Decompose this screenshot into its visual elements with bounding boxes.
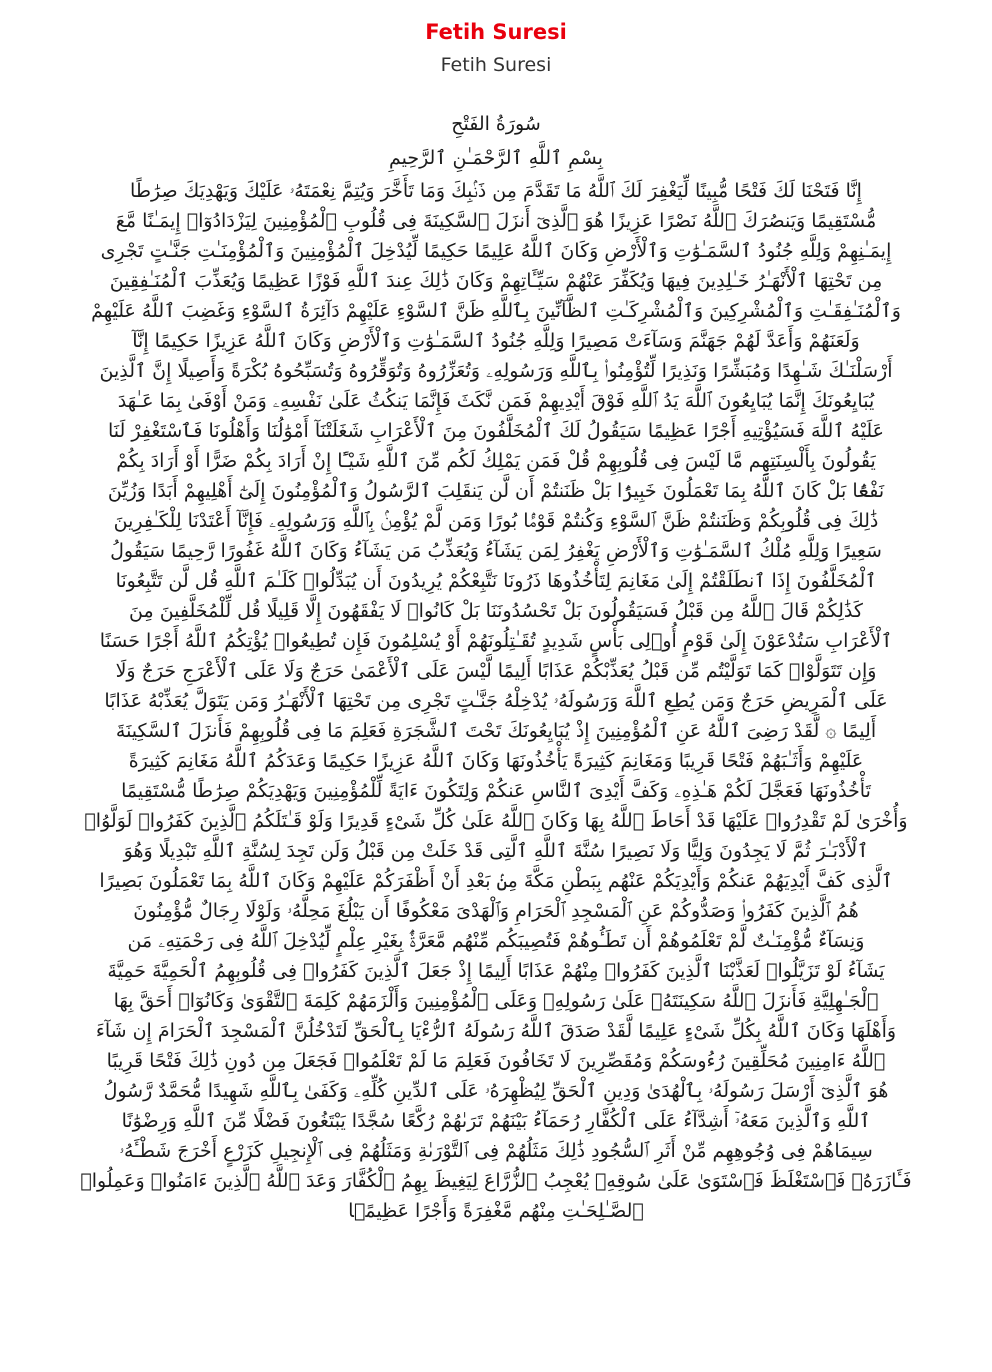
ayah-line: وَإِن تَتَوَلَّوْا۟ كَمَا تَوَلَّيْتُم مِّن قَبْلُ يُعَذِّبْكُمْ عَذَابًا أَلِيمًا لَّيْسَ عَلَى ٱلْأَعْمَىٰ حَرَجٌ وَلَا عَلَى ٱلْأَعْرَجِ حَرَجٌ وَلَا xyxy=(115,660,877,682)
ayah-line: إِنَّا فَتَحْنَا لَكَ فَتْحًا مُّبِينًا لِّيَغْفِرَ لَكَ ٱللَّهُ مَا تَقَدَّمَ مِن ذَنۢبِكَ وَمَا تَأَخَّرَ وَيُتِمَّ نِعْمَتَهُۥ عَلَيْكَ وَيَهْدِيَكَ صِرَٰطًا xyxy=(130,180,862,202)
ayah-line: نَفْعًۢا بَلْ كَانَ ٱللَّهُ بِمَا تَعْمَلُونَ خَبِيرًۢا بَلْ ظَنَنتُمْ أَن لَّن يَنقَلِبَ ٱلرَّسُولُ وَٱلْمُؤْمِنُونَ إِلَىٰٓ أَهْلِيهِمْ أَبَدًا وَزُيِّنَ xyxy=(107,480,885,502)
ayah-line: كَذَٰلِكُمْ قَالَ ٱللَّهُ مِن قَبْلُ فَسَيَقُولُونَ بَلْ تَحْسُدُونَنَا بَلْ كَانُوا۟ لَا يَفْقَهُونَ إِلَّا قَلِيلًا قُل لِّلْمُخَلَّفِينَ مِنَ xyxy=(129,600,863,622)
surah-text-block xyxy=(0,108,992,1226)
ayah-line: مُّسْتَقِيمًا وَيَنصُرَكَ ٱللَّهُ نَصْرًا عَزِيزًا هُوَ ٱلَّذِىٓ أَنزَلَ ٱلسَّكِينَةَ فِى قُلُوبِ ٱلْمُؤْمِنِينَ لِيَزْدَادُوٓا۟ إِيمَـٰنًا مَّعَ xyxy=(115,210,877,232)
ayah-line: ذَٰلِكَ فِى قُلُوبِكُمْ وَظَنَنتُمْ ظَنَّ ٱلسَّوْءِ وَكُنتُمْ قَوْمًۢا بُورًا وَمَن لَّمْ يُؤْمِنۢ بِٱللَّهِ وَرَسُولِهِۦ فَإِنَّآ أَعْتَدْنَا لِلْكَـٰفِرِينَ xyxy=(113,510,879,532)
ayah-line: إِيمَـٰنِهِمْ وَلِلَّهِ جُنُودُ ٱلسَّمَـٰوَٰتِ وَٱلْأَرْضِ وَكَانَ ٱللَّهُ عَلِيمًا حَكِيمًا لِّيُدْخِلَ ٱلْمُؤْمِنِينَ وَٱلْمُؤْمِنَـٰتِ جَنَّـٰتٍ تَجْرِى xyxy=(100,240,892,262)
page-title: Fetih Suresi xyxy=(425,20,567,44)
ayah-line: أَلِيمًا ۞ لَّقَدْ رَضِىَ ٱللَّهُ عَنِ ٱلْمُؤْمِنِينَ إِذْ يُبَايِعُونَكَ تَحْتَ ٱلشَّجَرَةِ فَعَلِمَ مَا فِى قُلُوبِهِمْ فَأَنزَلَ ٱلسَّكِينَةَ xyxy=(115,720,877,742)
ayah-line: ٱلصَّـٰلِحَـٰتِ مِنْهُم مَّغْفِرَةً وَأَجْرًا عَظِيمًۢا xyxy=(348,1200,644,1222)
ayah-line: وَٱلْمُنَـٰفِقَـٰتِ وَٱلْمُشْرِكِينَ وَٱلْمُشْرِكَـٰتِ ٱلظَّآنِّينَ بِٱللَّهِ ظَنَّ ٱلسَّوْءِ عَلَيْهِمْ دَآئِرَةُ ٱلسَّوْءِ وَغَضِبَ ٱللَّهُ عَلَيْهِمْ xyxy=(91,300,901,322)
ayah-line: يَقُولُونَ بِأَلْسِنَتِهِم مَّا لَيْسَ فِى قُلُوبِهِمْ قُلْ فَمَن يَمْلِكُ لَكُم مِّنَ ٱللَّهِ شَيْـًٔا إِنْ أَرَادَ بِكُمْ ضَرًّا أَوْ أَرَادَ بِكُمْ xyxy=(116,450,876,472)
ayah-line: سَعِيرًا وَلِلَّهِ مُلْكُ ٱلسَّمَـٰوَٰتِ وَٱلْأَرْضِ يَغْفِرُ لِمَن يَشَآءُ وَيُعَذِّبُ مَن يَشَآءُ وَكَانَ ٱللَّهُ غَفُورًا رَّحِيمًا سَيَقُولُ xyxy=(110,540,882,562)
ayah-line: هُمُ ٱلَّذِينَ كَفَرُوا۟ وَصَدُّوكُمْ عَنِ ٱلْمَسْجِدِ ٱلْحَرَامِ وَٱلْهَدْىَ مَعْكُوفًا أَن يَبْلُغَ مَحِلَّهُۥ وَلَوْلَا رِجَالٌ مُّؤْمِنُونَ xyxy=(133,900,859,922)
ayah-line: هُوَ ٱلَّذِىٓ أَرْسَلَ رَسُولَهُۥ بِٱلْهُدَىٰ وَدِينِ ٱلْحَقِّ لِيُظْهِرَهُۥ عَلَى ٱلدِّينِ كُلِّهِۦ وَكَفَىٰ بِٱللَّهِ شَهِيدًا مُّحَمَّدٌ رَّسُولُ xyxy=(103,1080,889,1102)
ayah-line: يُبَايِعُونَكَ إِنَّمَا يُبَايِعُونَ ٱللَّهَ يَدُ ٱللَّهِ فَوْقَ أَيْدِيهِمْ فَمَن نَّكَثَ فَإِنَّمَا يَنكُثُ عَلَىٰ نَفْسِهِۦ وَمَنْ أَوْفَىٰ بِمَا عَـٰهَدَ xyxy=(117,390,875,412)
ayah-line: وَأُخْرَىٰ لَمْ تَقْدِرُوا۟ عَلَيْهَا قَدْ أَحَاطَ ٱللَّهُ بِهَا وَكَانَ ٱللَّهُ عَلَىٰ كُلِّ شَىْءٍ قَدِيرًا وَلَوْ قَـٰتَلَكُمُ ٱلَّذِينَ كَفَرُوا۟ لَوَلَّوُا۟ xyxy=(84,810,908,832)
ayah-line: ٱلَّذِى كَفَّ أَيْدِيَهُمْ عَنكُمْ وَأَيْدِيَكُمْ عَنْهُم بِبَطْنِ مَكَّةَ مِنۢ بَعْدِ أَنْ أَظْفَرَكُمْ عَلَيْهِمْ وَكَانَ ٱللَّهُ بِمَا تَعْمَلُونَ بَصِيرًا xyxy=(99,870,893,892)
ayah-line: ٱلْأَدْبَـٰرَ ثُمَّ لَا يَجِدُونَ وَلِيًّا وَلَا نَصِيرًا سُنَّةَ ٱللَّهِ ٱلَّتِى قَدْ خَلَتْ مِن قَبْلُ وَلَن تَجِدَ لِسُنَّةِ ٱللَّهِ تَبْدِيلًا وَهُوَ xyxy=(123,840,869,862)
ayah-line: وَلَعَنَهُمْ وَأَعَدَّ لَهُمْ جَهَنَّمَ وَسَآءَتْ مَصِيرًا وَلِلَّهِ جُنُودُ ٱلسَّمَـٰوَٰتِ وَٱلْأَرْضِ وَكَانَ ٱللَّهُ عَزِيزًا حَكِيمًا إِنَّآ xyxy=(132,330,860,352)
basmala: بِسْمِ ٱللَّهِ ٱلرَّحْمَـٰنِ ٱلرَّحِيمِ xyxy=(388,147,604,169)
ayah-line: ٱلْجَـٰهِلِيَّةِ فَأَنزَلَ ٱللَّهُ سَكِينَتَهُۥ عَلَىٰ رَسُولِهِۦ وَعَلَى ٱلْمُؤْمِنِينَ وَأَلْزَمَهُمْ كَلِمَةَ ٱلتَّقْوَىٰ وَكَانُوٓا۟ أَحَقَّ بِهَا xyxy=(113,990,879,1012)
ayah-line: عَلَيْهِمْ وَأَثَـٰبَهُمْ فَتْحًا قَرِيبًا وَمَغَانِمَ كَثِيرَةً يَأْخُذُونَهَا وَكَانَ ٱللَّهُ عَزِيزًا حَكِيمًا وَعَدَكُمُ ٱللَّهُ مَغَانِمَ كَثِيرَةً xyxy=(128,750,864,772)
surah-name: سُورَةُ الفَتْحِ xyxy=(451,113,541,135)
ayah-line: تَأْخُذُونَهَا فَعَجَّلَ لَكُمْ هَـٰذِهِۦ وَكَفَّ أَيْدِىَ ٱلنَّاسِ عَنكُمْ وَلِتَكُونَ ءَايَةً لِّلْمُؤْمِنِينَ وَيَهْدِيَكُمْ صِرَٰطًا مُّسْتَقِيمًا xyxy=(121,780,871,802)
page-subtitle: Fetih Suresi xyxy=(440,54,552,76)
ayah-line: فَـَٔازَرَهُۥ فَٱسْتَغْلَظَ فَٱسْتَوَىٰ عَلَىٰ سُوقِهِۦ يُعْجِبُ ٱلزُّرَّاعَ لِيَغِيظَ بِهِمُ ٱلْكُفَّارَ وَعَدَ ٱللَّهُ ٱلَّذِينَ ءَامَنُوا۟ وَعَمِلُوا۟ xyxy=(80,1170,912,1192)
ayah-line: عَلَى ٱلْمَرِيضِ حَرَجٌ وَمَن يُطِعِ ٱللَّهَ وَرَسُولَهُۥ يُدْخِلْهُ جَنَّـٰتٍ تَجْرِى مِن تَحْتِهَا ٱلْأَنْهَـٰرُ وَمَن يَتَوَلَّ يُعَذِّبْهُ عَذَابًا xyxy=(104,690,888,712)
ayah-line: عَلَيْهُ ٱللَّهَ فَسَيُؤْتِيهِ أَجْرًا عَظِيمًا سَيَقُولُ لَكَ ٱلْمُخَلَّفُونَ مِنَ ٱلْأَعْرَابِ شَغَلَتْنَآ أَمْوَٰلُنَا وَأَهْلُونَا فَٱسْتَغْفِرْ لَنَا xyxy=(108,420,884,442)
ayah-line: ٱللَّهُ ءَامِنِينَ مُحَلِّقِينَ رُءُوسَكُمْ وَمُقَصِّرِينَ لَا تَخَافُونَ فَعَلِمَ مَا لَمْ تَعْلَمُوا۟ فَجَعَلَ مِن دُونِ ذَٰلِكَ فَتْحًا قَرِيبًا xyxy=(106,1050,886,1072)
ayah-line: أَرْسَلْنَـٰكَ شَـٰهِدًا وَمُبَشِّرًا وَنَذِيرًا لِّتُؤْمِنُوا۟ بِٱللَّهِ وَرَسُولِهِۦ وَتُعَزِّرُوهُ وَتُوَقِّرُوهُ وَتُسَبِّحُوهُ بُكْرَةً وَأَصِيلًا إِنَّ ٱلَّذِينَ xyxy=(99,360,893,382)
ayah-line: ٱلْأَعْرَابِ سَتُدْعَوْنَ إِلَىٰ قَوْمٍ أُو۟لِى بَأْسٍ شَدِيدٍ تُقَـٰتِلُونَهُمْ أَوْ يُسْلِمُونَ فَإِن تُطِيعُوا۟ يُؤْتِكُمُ ٱللَّهُ أَجْرًا حَسَنًا xyxy=(99,630,893,652)
ayah-line: وَأَهْلَهَا وَكَانَ ٱللَّهُ بِكُلِّ شَىْءٍ عَلِيمًا لَّقَدْ صَدَقَ ٱللَّهُ رَسُولَهُ ٱلرُّءْيَا بِٱلْحَقِّ لَتَدْخُلُنَّ ٱلْمَسْجِدَ ٱلْحَرَامَ إِن شَآءَ xyxy=(95,1020,897,1042)
ayah-line: يَشَآءُ لَوْ تَزَيَّلُوا۟ لَعَذَّبْنَا ٱلَّذِينَ كَفَرُوا۟ مِنْهُمْ عَذَابًا أَلِيمًا إِذْ جَعَلَ ٱلَّذِينَ كَفَرُوا۟ فِى قُلُوبِهِمُ ٱلْحَمِيَّةَ حَمِيَّةَ xyxy=(107,960,885,982)
ayah-line: ٱلْمُخَلَّفُونَ إِذَا ٱنطَلَقْتُمْ إِلَىٰ مَغَانِمَ لِتَأْخُذُوهَا ذَرُونَا نَتَّبِعْكُمْ يُرِيدُونَ أَن يُبَدِّلُوا۟ كَلَـٰمَ ٱللَّهِ قُل لَّن تَتَّبِعُونَا xyxy=(115,570,877,592)
ayah-line: ٱللَّهِ وَٱلَّذِينَ مَعَهُۥٓ أَشِدَّآءُ عَلَى ٱلْكُفَّارِ رُحَمَآءُ بَيْنَهُمْ تَرَىٰهُمْ رُكَّعًا سُجَّدًا يَبْتَغُونَ فَضْلًا مِّنَ ٱللَّهِ وَرِضْوَٰنًا xyxy=(121,1110,871,1132)
ayah-line: مِن تَحْتِهَا ٱلْأَنْهَـٰرُ خَـٰلِدِينَ فِيهَا وَيُكَفِّرَ عَنْهُمْ سَيِّـَٔاتِهِمْ وَكَانَ ذَٰلِكَ عِندَ ٱللَّهِ فَوْزًا عَظِيمًا وَيُعَذِّبَ ٱلْمُنَـٰفِقِينَ xyxy=(109,270,883,292)
ayah-line: وَنِسَآءٌ مُّؤْمِنَـٰتٌ لَّمْ تَعْلَمُوهُمْ أَن تَطَـُٔوهُمْ فَتُصِيبَكُم مِّنْهُم مَّعَرَّةٌۢ بِغَيْرِ عِلْمٍ لِّيُدْخِلَ ٱللَّهُ فِى رَحْمَتِهِۦ مَن xyxy=(127,930,865,952)
ayah-line: سِيمَاهُمْ فِى وُجُوهِهِم مِّنْ أَثَرِ ٱلسُّجُودِ ذَٰلِكَ مَثَلُهُمْ فِى ٱلتَّوْرَىٰةِ وَمَثَلُهُمْ فِى ٱلْإِنجِيلِ كَزَرْعٍ أَخْرَجَ شَطْـَٔهُۥ xyxy=(119,1140,873,1162)
